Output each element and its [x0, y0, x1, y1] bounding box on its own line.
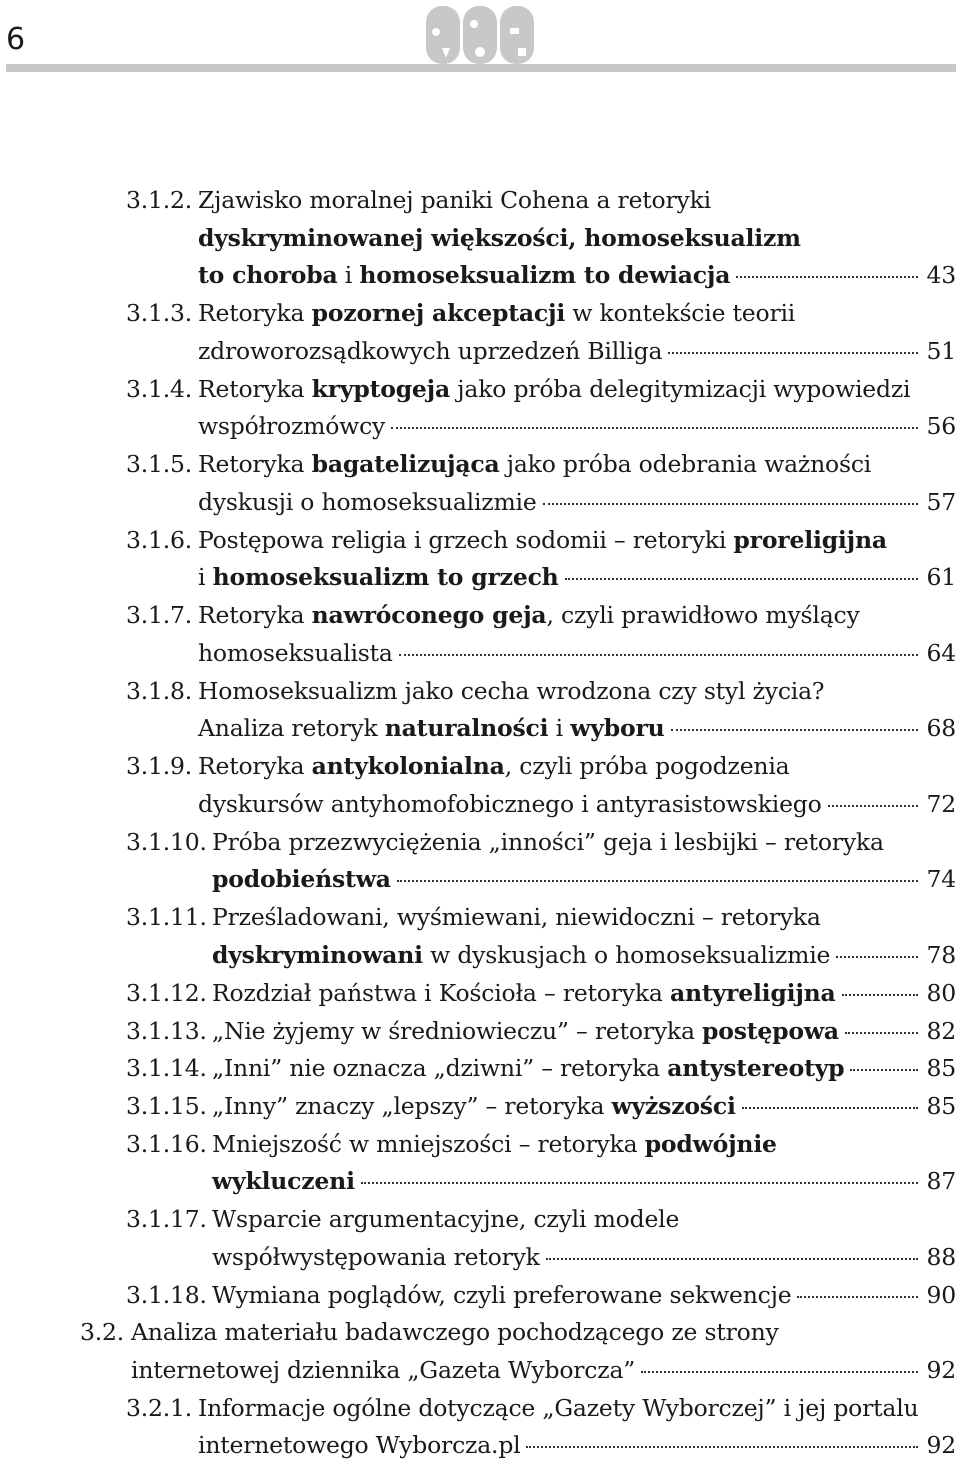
toc-entry-3-1-13[interactable] — [0, 1013, 960, 1051]
toc-entry-3-1-10[interactable] — [0, 824, 960, 899]
toc-title-line: Retoryka kryptogeja jako próba delegitymizacji wypowiedzi — [198, 374, 911, 403]
toc-number: 3.1.16. — [126, 1129, 207, 1158]
dot-leader — [399, 654, 919, 656]
page-header — [0, 0, 960, 80]
toc-entry-3-2[interactable] — [0, 1314, 960, 1389]
toc-entry-3-1-3[interactable] — [0, 295, 960, 370]
toc-title-lastline: zdroworozsądkowych uprzedzeń Billiga 51 — [198, 333, 956, 371]
toc-title-line: Mniejszość w mniejszości – retoryka podwójnie — [212, 1129, 777, 1158]
toc-entry-3-1-18[interactable] — [0, 1277, 960, 1315]
toc-title-lastline: dyskusji o homoseksualizmie 57 — [198, 484, 956, 522]
toc-number: 3.1.4. — [126, 374, 193, 403]
toc-title-lastline: internetowej dziennika „Gazeta Wyborcza” 92 — [131, 1352, 956, 1390]
toc-entry-3-2-1[interactable] — [0, 1390, 960, 1465]
toc-number: 3.2.1. — [126, 1393, 193, 1422]
toc-title-line: Informacje ogólne dotyczące „Gazety Wyborczej” i jej portalu — [198, 1393, 919, 1422]
toc-title-lastline: współrozmówcy 56 — [198, 408, 956, 446]
toc-title-lastline: Wymiana poglądów, czyli preferowane sekwencje 90 — [212, 1277, 956, 1315]
dot-leader — [828, 805, 919, 807]
toc-number: 3.1.10. — [126, 827, 207, 856]
toc-title-line: Próba przezwyciężenia „inności” geja i lesbijki – retoryka — [212, 827, 884, 856]
toc-title-lastline: podobieństwa 74 — [212, 861, 956, 899]
toc-title-line: Retoryka antykolonialna, czyli próba pogodzenia — [198, 752, 790, 780]
dot-leader — [641, 1371, 918, 1373]
toc-number: 3.1.12. — [126, 978, 207, 1007]
toc-entry-3-1-17[interactable] — [0, 1201, 960, 1276]
toc-entry-3-1-6[interactable] — [0, 522, 960, 597]
toc-number: 3.1.13. — [126, 1016, 207, 1045]
toc-number: 3.1.7. — [126, 601, 193, 629]
toc-number: 3.1.8. — [126, 676, 193, 705]
toc-entry-3-1-15[interactable] — [0, 1088, 960, 1126]
toc-number: 3.1.15. — [126, 1092, 207, 1120]
toc-number: 3.1.11. — [126, 903, 207, 931]
toc-title-lastline: „Inni” nie oznacza „dziwni” – retoryka antystereotyp 85 — [212, 1050, 956, 1088]
toc-page-number: 87 — [926, 1167, 956, 1196]
toc-title-line: Retoryka pozornej akceptacji w kontekście teorii — [198, 299, 796, 327]
toc-page-number: 92 — [926, 1355, 956, 1384]
publisher-logo-icon — [418, 2, 542, 68]
toc-title-lastline: Rozdział państwa i Kościoła – retoryka antyreligijna 80 — [212, 975, 956, 1013]
toc-page-number: 57 — [926, 487, 956, 516]
dot-leader — [671, 729, 919, 731]
toc-page-number: 78 — [926, 940, 956, 969]
toc-entry-3-1-9[interactable] — [0, 748, 960, 823]
toc-page-number: 92 — [926, 1431, 956, 1460]
toc-title-lastline: wykluczeni 87 — [212, 1163, 956, 1201]
dot-leader — [546, 1258, 919, 1260]
toc-title-lastline: „Nie żyjemy w średniowieczu” – retoryka postępowa 82 — [212, 1013, 956, 1051]
dot-leader — [397, 880, 919, 882]
toc-title-line: Postępowa religia i grzech sodomii – retoryki proreligijna — [198, 525, 887, 554]
toc-entry-3-1-5[interactable] — [0, 446, 960, 521]
toc-title-lastline: dyskursów antyhomofobicznego i antyrasistowskiego 72 — [198, 786, 956, 824]
toc-page-number: 80 — [926, 978, 956, 1007]
toc-title-lastline: współwystępowania retoryk 88 — [212, 1239, 956, 1277]
dot-leader — [736, 276, 918, 278]
toc-page-number: 88 — [926, 1242, 956, 1271]
toc-title-line: Retoryka bagatelizująca jako próba odebrania ważności — [198, 450, 872, 478]
toc-entry-3-1-12[interactable] — [0, 975, 960, 1013]
dot-leader — [391, 427, 918, 429]
dot-leader — [850, 1069, 918, 1071]
toc-entry-3-1-7[interactable] — [0, 597, 960, 672]
toc-title-lastline: homoseksualista 64 — [198, 635, 956, 673]
dot-leader — [842, 994, 919, 996]
toc-title-lastline: dyskryminowani w dyskusjach o homoseksualizmie 78 — [212, 937, 956, 975]
toc-title-line: Retoryka nawróconego geja, czyli prawidłowo myślący — [198, 601, 860, 629]
toc-page-number: 61 — [926, 563, 956, 592]
toc-page-number: 82 — [926, 1016, 956, 1045]
toc-page-number: 43 — [926, 261, 956, 290]
toc-page-number: 90 — [926, 1280, 956, 1309]
toc-number: 3.1.9. — [126, 752, 193, 780]
toc-title-line: dyskryminowanej większości, homoseksualizm — [198, 223, 801, 252]
toc-entry-3-1-16[interactable] — [0, 1126, 960, 1201]
toc-title-lastline: to choroba i homoseksualizm to dewiacja 43 — [198, 257, 956, 295]
toc-number: 3.1.2. — [126, 186, 193, 214]
toc-title-lastline: Analiza retoryk naturalności i wyboru 68 — [198, 710, 956, 748]
toc-page-number: 51 — [926, 336, 956, 365]
dot-leader — [836, 956, 918, 958]
toc-number: 3.1.5. — [126, 450, 193, 478]
dot-leader — [565, 578, 919, 580]
dot-leader — [543, 503, 919, 505]
dot-leader — [742, 1107, 919, 1109]
page-number: 6 — [6, 22, 26, 57]
toc-number: 3.1.6. — [126, 525, 193, 554]
toc-title-line: Zjawisko moralnej paniki Cohena a retoryki — [198, 186, 711, 214]
toc-title-line: Wsparcie argumentacyjne, czyli modele — [212, 1205, 680, 1233]
toc-title-line: Prześladowani, wyśmiewani, niewidoczni – retoryka — [212, 903, 821, 931]
toc-page-number: 56 — [926, 412, 956, 441]
toc-page-number: 74 — [926, 865, 956, 894]
toc-entry-3-1-14[interactable] — [0, 1050, 960, 1088]
toc-page-number: 64 — [926, 638, 956, 667]
toc-title-lastline: internetowego Wyborcza.pl 92 — [198, 1427, 956, 1465]
dot-leader — [668, 352, 918, 354]
toc-title-lastline: „Inny” znaczy „lepszy” – retoryka wyższości 85 — [212, 1088, 956, 1126]
toc-number: 3.1.18. — [126, 1280, 207, 1309]
toc-entry-3-1-4[interactable] — [0, 371, 960, 446]
toc-title-line: Analiza materiału badawczego pochodzącego ze strony — [131, 1318, 779, 1346]
toc-title-lastline: i homoseksualizm to grzech 61 — [198, 559, 956, 597]
toc-page-number: 85 — [926, 1092, 956, 1120]
toc-number: 3.1.17. — [126, 1205, 207, 1233]
dot-leader — [845, 1032, 919, 1034]
dot-leader — [361, 1182, 919, 1184]
toc-entry-3-1-11[interactable] — [0, 899, 960, 974]
toc-page-number: 85 — [926, 1054, 956, 1082]
toc-title-line: Homoseksualizm jako cecha wrodzona czy styl życia? — [198, 676, 825, 705]
toc-number: 3.1.14. — [126, 1054, 207, 1082]
dot-leader — [526, 1446, 918, 1448]
dot-leader — [797, 1296, 918, 1298]
toc-entry-3-1-8[interactable] — [0, 673, 960, 748]
toc-entry-3-1-2[interactable] — [0, 182, 960, 295]
toc-page-number: 68 — [926, 714, 956, 743]
toc-number: 3.1.3. — [126, 299, 193, 327]
toc-number: 3.2. — [80, 1318, 125, 1346]
toc-page-number: 72 — [926, 789, 956, 818]
